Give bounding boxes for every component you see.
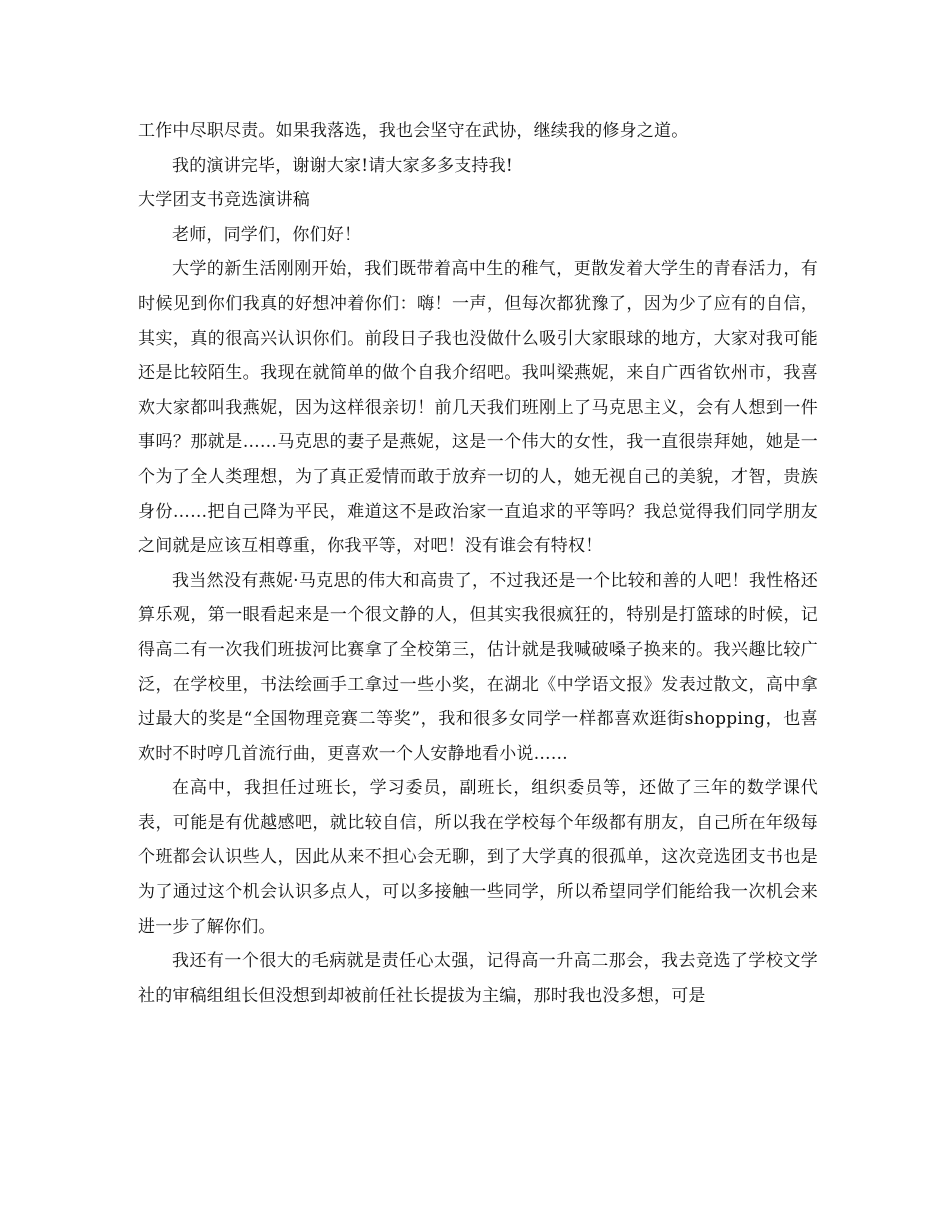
paragraph-6: 我当然没有燕妮·马克思的伟大和高贵了，不过我还是一个比较和善的人吧！我性格还算乐观，第一眼看起来是一个很文静的人，但其实我很疯狂的，特别是打篮球的时候，记得高二有一次我们班拔河比赛拿了全校第三，估计就是我喊破嗓子换来的。我兴趣比较广泛，在学校里，书法绘画手工拿过一些小奖，在湖北《中学语文报》发表过散文，高中拿过最大的奖是“全国物理竞赛二等奖”，我和很多女同学一样都喜欢逛街shopping，也喜欢时不时哼几首流行曲，更喜欢一个人安静地看小说…… xyxy=(138,570,818,764)
paragraph-1: 工作中尽职尽责。如果我落选，我也会坚守在武协，继续我的修身之道。 xyxy=(138,121,689,141)
paragraph-8: 我还有一个很大的毛病就是责任心太强，记得高一升高二那会，我去竞选了学校文学社的审稿组组长但没想到却被前任社长提拔为主编，那时我也没多想，可是 xyxy=(138,951,818,1006)
section-title: 大学团支书竞选演讲稿 xyxy=(138,190,310,211)
paragraph-5: 大学的新生活刚刚开始，我们既带着高中生的稚气，更散发着大学生的青春活力，有时候见到你们我真的好想冲着你们：嗨！一声，但每次都犹豫了，因为少了应有的自信，其实，真的很高兴认识你们。前段日子我也没做什么吸引大家眼球的地方，大家对我可能还是比较陌生。我现在就简单的做个自我介绍吧。我叫梁燕妮，来自广西省钦州市，我喜欢大家都叫我燕妮，因为这样很亲切！前几天我们班刚上了马克思主义，会有人想到一件事吗？那就是……马克思的妻子是燕妮，这是一个伟大的女性，我一直很崇拜她，她是一个为了全人类理想，为了真正爱情而敢于放弃一切的人，她无视自己的美貌，才智，贵族身份……把自己降为平民，难道这不是政治家一直追求的平等吗？我总觉得我们同学朋友之间就是应该互相尊重，你我平等，对吧！没有谁会有特权！ xyxy=(138,259,818,557)
document-body xyxy=(138,114,818,1013)
paragraph-7: 在高中，我担任过班长，学习委员，副班长，组织委员等，还做了三年的数学课代表，可能是有优越感吧，就比较自信，所以我在学校每个年级都有朋友，自己所在年级每个班都会认识些人，因此从来不担心会无聊，到了大学真的很孤单，这次竞选团支书也是为了通过这个机会认识多点人，可以多接触一些同学，所以希望同学们能给我一次机会来进一步了解你们。 xyxy=(138,778,818,937)
paragraph-2: 我的演讲完毕，谢谢大家!请大家多多支持我! xyxy=(172,155,513,176)
greeting: 老师，同学们，你们好！ xyxy=(172,224,362,245)
